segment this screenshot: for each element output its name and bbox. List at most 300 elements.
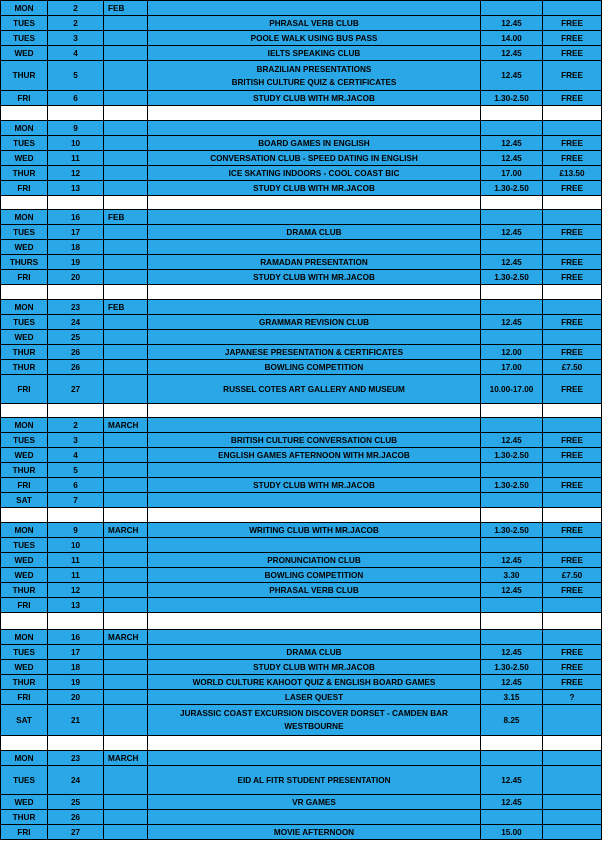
time-cell: 12.45 xyxy=(481,151,543,166)
date-cell: 11 xyxy=(48,568,104,583)
day-cell: SAT xyxy=(1,705,48,736)
month-cell xyxy=(104,255,148,270)
event-cell xyxy=(148,810,481,825)
event-cell: RAMADAN PRESENTATION xyxy=(148,255,481,270)
event-cell: POOLE WALK USING BUS PASS xyxy=(148,31,481,46)
event-cell xyxy=(148,538,481,553)
month-cell xyxy=(104,360,148,375)
month-cell xyxy=(104,795,148,810)
time-cell: 12.45 xyxy=(481,255,543,270)
price-cell: FREE xyxy=(543,61,602,91)
schedule-row xyxy=(1,240,602,255)
separator-cell xyxy=(148,613,481,630)
date-cell: 26 xyxy=(48,345,104,360)
day-cell: FRI xyxy=(1,478,48,493)
month-cell: MARCH xyxy=(104,751,148,766)
schedule-row xyxy=(1,568,602,583)
event-line-1: BRAZILIAN PRESENTATIONS xyxy=(256,64,372,74)
month-cell xyxy=(104,568,148,583)
time-cell: 12.45 xyxy=(481,766,543,795)
day-cell: TUES xyxy=(1,315,48,330)
date-cell: 11 xyxy=(48,151,104,166)
event-cell: RUSSEL COTES ART GALLERY AND MUSEUM xyxy=(148,375,481,404)
price-cell: FREE xyxy=(543,448,602,463)
separator-cell xyxy=(543,613,602,630)
week-separator-row xyxy=(1,196,602,210)
time-cell: 12.45 xyxy=(481,795,543,810)
event-cell: PHRASAL VERB CLUB xyxy=(148,583,481,598)
schedule-row xyxy=(1,583,602,598)
month-cell xyxy=(104,181,148,196)
price-cell: FREE xyxy=(543,478,602,493)
date-cell: 13 xyxy=(48,181,104,196)
day-cell: SAT xyxy=(1,493,48,508)
schedule-row xyxy=(1,418,602,433)
separator-cell xyxy=(543,508,602,523)
price-cell: FREE xyxy=(543,270,602,285)
date-cell: 23 xyxy=(48,300,104,315)
day-cell: THUR xyxy=(1,166,48,181)
separator-cell xyxy=(48,285,104,300)
separator-cell xyxy=(1,196,48,210)
event-cell: BRITISH CULTURE CONVERSATION CLUB xyxy=(148,433,481,448)
day-cell: FRI xyxy=(1,375,48,404)
event-line-2: WESTBOURNE xyxy=(284,722,344,731)
date-cell: 10 xyxy=(48,538,104,553)
date-cell: 24 xyxy=(48,315,104,330)
event-cell xyxy=(148,121,481,136)
schedule-row xyxy=(1,493,602,508)
date-cell: 20 xyxy=(48,270,104,285)
event-cell: ICE SKATING INDOORS - COOL COAST BIC xyxy=(148,166,481,181)
month-cell: MARCH xyxy=(104,630,148,645)
separator-cell xyxy=(1,106,48,121)
time-cell: 12.45 xyxy=(481,16,543,31)
date-cell: 4 xyxy=(48,448,104,463)
price-cell: FREE xyxy=(543,31,602,46)
time-cell: 12.45 xyxy=(481,225,543,240)
separator-cell xyxy=(148,736,481,751)
month-cell xyxy=(104,16,148,31)
event-cell xyxy=(148,418,481,433)
schedule-row xyxy=(1,315,602,330)
month-cell: FEB xyxy=(104,210,148,225)
day-cell: TUES xyxy=(1,433,48,448)
time-cell xyxy=(481,598,543,613)
price-cell: £7.50 xyxy=(543,360,602,375)
event-cell: MOVIE AFTERNOON xyxy=(148,825,481,840)
price-cell: FREE xyxy=(543,315,602,330)
time-cell: 12.45 xyxy=(481,136,543,151)
day-cell: TUES xyxy=(1,538,48,553)
separator-cell xyxy=(481,285,543,300)
price-cell xyxy=(543,240,602,255)
separator-cell xyxy=(104,285,148,300)
day-cell: FRI xyxy=(1,598,48,613)
month-cell xyxy=(104,645,148,660)
schedule-row xyxy=(1,330,602,345)
event-cell: PRONUNCIATION CLUB xyxy=(148,553,481,568)
day-cell: WED xyxy=(1,448,48,463)
event-cell xyxy=(148,1,481,16)
time-cell: 12.45 xyxy=(481,61,543,91)
day-cell: TUES xyxy=(1,136,48,151)
week-separator-row xyxy=(1,508,602,523)
event-cell xyxy=(148,210,481,225)
separator-cell xyxy=(48,196,104,210)
event-cell: BOWLING COMPETITION xyxy=(148,360,481,375)
separator-cell xyxy=(104,196,148,210)
time-cell: 12.45 xyxy=(481,433,543,448)
price-cell: FREE xyxy=(543,523,602,538)
event-cell xyxy=(148,300,481,315)
date-cell: 2 xyxy=(48,1,104,16)
price-cell xyxy=(543,210,602,225)
date-cell: 12 xyxy=(48,583,104,598)
date-cell: 13 xyxy=(48,598,104,613)
month-cell xyxy=(104,690,148,705)
event-cell: CONVERSATION CLUB - SPEED DATING IN ENGLISH xyxy=(148,151,481,166)
schedule-row xyxy=(1,270,602,285)
week-separator-row xyxy=(1,106,602,121)
date-cell: 25 xyxy=(48,795,104,810)
month-cell xyxy=(104,433,148,448)
date-cell: 5 xyxy=(48,463,104,478)
schedule-row xyxy=(1,136,602,151)
schedule-row xyxy=(1,91,602,106)
month-cell: MARCH xyxy=(104,523,148,538)
day-cell: FRI xyxy=(1,181,48,196)
month-cell xyxy=(104,478,148,493)
separator-cell xyxy=(104,106,148,121)
separator-cell xyxy=(148,106,481,121)
day-cell: WED xyxy=(1,240,48,255)
schedule-row xyxy=(1,345,602,360)
event-cell: IELTS SPEAKING CLUB xyxy=(148,46,481,61)
time-cell: 1.30-2.50 xyxy=(481,181,543,196)
schedule-row xyxy=(1,660,602,675)
event-cell: GRAMMAR REVISION CLUB xyxy=(148,315,481,330)
date-cell: 17 xyxy=(48,225,104,240)
price-cell: FREE xyxy=(543,91,602,106)
time-cell: 1.30-2.50 xyxy=(481,660,543,675)
schedule-row xyxy=(1,538,602,553)
schedule-row xyxy=(1,478,602,493)
date-cell: 23 xyxy=(48,751,104,766)
schedule-row xyxy=(1,705,602,736)
time-cell xyxy=(481,538,543,553)
separator-cell xyxy=(543,196,602,210)
price-cell: FREE xyxy=(543,46,602,61)
day-cell: TUES xyxy=(1,31,48,46)
day-cell: THURS xyxy=(1,255,48,270)
schedule-row xyxy=(1,46,602,61)
date-cell: 21 xyxy=(48,705,104,736)
schedule-row xyxy=(1,61,602,91)
event-cell xyxy=(148,493,481,508)
date-cell: 5 xyxy=(48,61,104,91)
day-cell: TUES xyxy=(1,225,48,240)
day-cell: TUES xyxy=(1,16,48,31)
separator-cell xyxy=(148,508,481,523)
month-cell xyxy=(104,166,148,181)
month-cell xyxy=(104,315,148,330)
schedule-row xyxy=(1,151,602,166)
date-cell: 4 xyxy=(48,46,104,61)
time-cell: 10.00-17.00 xyxy=(481,375,543,404)
price-cell xyxy=(543,330,602,345)
day-cell: WED xyxy=(1,553,48,568)
month-cell xyxy=(104,270,148,285)
separator-cell xyxy=(148,404,481,418)
time-cell xyxy=(481,210,543,225)
price-cell: FREE xyxy=(543,553,602,568)
time-cell: 17.00 xyxy=(481,360,543,375)
separator-cell xyxy=(1,736,48,751)
time-cell: 1.30-2.50 xyxy=(481,448,543,463)
time-cell: 12.45 xyxy=(481,645,543,660)
schedule-row xyxy=(1,463,602,478)
separator-cell xyxy=(48,508,104,523)
schedule-row xyxy=(1,16,602,31)
date-cell: 20 xyxy=(48,690,104,705)
time-cell: 1.30-2.50 xyxy=(481,270,543,285)
time-cell xyxy=(481,300,543,315)
event-cell xyxy=(148,61,481,91)
time-cell xyxy=(481,630,543,645)
event-cell: BOWLING COMPETITION xyxy=(148,568,481,583)
month-cell xyxy=(104,493,148,508)
event-cell: LASER QUEST xyxy=(148,690,481,705)
date-cell: 2 xyxy=(48,16,104,31)
day-cell: THUR xyxy=(1,360,48,375)
month-cell: MARCH xyxy=(104,418,148,433)
separator-cell xyxy=(481,106,543,121)
event-cell xyxy=(148,240,481,255)
event-cell xyxy=(148,598,481,613)
separator-cell xyxy=(543,404,602,418)
time-cell xyxy=(481,810,543,825)
schedule-row xyxy=(1,598,602,613)
date-cell: 19 xyxy=(48,675,104,690)
day-cell: THUR xyxy=(1,345,48,360)
date-cell: 9 xyxy=(48,523,104,538)
date-cell: 18 xyxy=(48,240,104,255)
date-cell: 6 xyxy=(48,91,104,106)
time-cell: 15.00 xyxy=(481,825,543,840)
day-cell: MON xyxy=(1,300,48,315)
price-cell: FREE xyxy=(543,151,602,166)
month-cell xyxy=(104,660,148,675)
date-cell: 3 xyxy=(48,31,104,46)
date-cell: 27 xyxy=(48,825,104,840)
day-cell: TUES xyxy=(1,766,48,795)
price-cell: £7.50 xyxy=(543,568,602,583)
date-cell: 25 xyxy=(48,330,104,345)
schedule-row xyxy=(1,210,602,225)
time-cell: 17.00 xyxy=(481,166,543,181)
date-cell: 3 xyxy=(48,433,104,448)
date-cell: 26 xyxy=(48,810,104,825)
price-cell xyxy=(543,598,602,613)
schedule-row xyxy=(1,810,602,825)
day-cell: WED xyxy=(1,568,48,583)
price-cell xyxy=(543,538,602,553)
event-cell: STUDY CLUB WITH MR.JACOB xyxy=(148,478,481,493)
date-cell: 27 xyxy=(48,375,104,404)
time-cell xyxy=(481,330,543,345)
day-cell: MON xyxy=(1,523,48,538)
date-cell: 2 xyxy=(48,418,104,433)
date-cell: 16 xyxy=(48,210,104,225)
event-cell xyxy=(148,751,481,766)
month-cell xyxy=(104,463,148,478)
day-cell: MON xyxy=(1,418,48,433)
day-cell: WED xyxy=(1,330,48,345)
price-cell xyxy=(543,795,602,810)
schedule-row xyxy=(1,766,602,795)
day-cell: MON xyxy=(1,630,48,645)
separator-cell xyxy=(481,508,543,523)
month-cell xyxy=(104,825,148,840)
date-cell: 11 xyxy=(48,553,104,568)
date-cell: 19 xyxy=(48,255,104,270)
day-cell: MON xyxy=(1,121,48,136)
month-cell xyxy=(104,766,148,795)
schedule-row xyxy=(1,645,602,660)
time-cell xyxy=(481,463,543,478)
separator-cell xyxy=(481,196,543,210)
separator-cell xyxy=(104,508,148,523)
date-cell: 9 xyxy=(48,121,104,136)
event-line-2: BRITISH CULTURE QUIZ & CERTIFICATES xyxy=(231,77,397,87)
day-cell: MON xyxy=(1,751,48,766)
schedule-body xyxy=(1,1,602,840)
price-cell: FREE xyxy=(543,660,602,675)
day-cell: FRI xyxy=(1,690,48,705)
month-cell xyxy=(104,583,148,598)
price-cell: FREE xyxy=(543,181,602,196)
time-cell: 3.30 xyxy=(481,568,543,583)
week-separator-row xyxy=(1,285,602,300)
day-cell: FRI xyxy=(1,825,48,840)
month-cell xyxy=(104,810,148,825)
price-cell: FREE xyxy=(543,645,602,660)
date-cell: 18 xyxy=(48,660,104,675)
day-cell: WED xyxy=(1,151,48,166)
month-cell xyxy=(104,538,148,553)
time-cell: 14.00 xyxy=(481,31,543,46)
time-cell: 12.00 xyxy=(481,345,543,360)
price-cell xyxy=(543,463,602,478)
month-cell xyxy=(104,448,148,463)
schedule-row xyxy=(1,300,602,315)
month-cell xyxy=(104,240,148,255)
date-cell: 10 xyxy=(48,136,104,151)
month-cell xyxy=(104,345,148,360)
price-cell: FREE xyxy=(543,345,602,360)
schedule-row xyxy=(1,1,602,16)
event-cell: STUDY CLUB WITH MR.JACOB xyxy=(148,181,481,196)
schedule-row xyxy=(1,630,602,645)
day-cell: FRI xyxy=(1,270,48,285)
month-cell xyxy=(104,598,148,613)
day-cell: THUR xyxy=(1,463,48,478)
month-cell xyxy=(104,61,148,91)
price-cell xyxy=(543,300,602,315)
event-cell: STUDY CLUB WITH MR.JACOB xyxy=(148,91,481,106)
month-cell xyxy=(104,375,148,404)
schedule-row xyxy=(1,375,602,404)
price-cell: FREE xyxy=(543,225,602,240)
price-cell xyxy=(543,418,602,433)
separator-cell xyxy=(543,285,602,300)
month-cell xyxy=(104,151,148,166)
day-cell: THUR xyxy=(1,61,48,91)
schedule-row xyxy=(1,255,602,270)
time-cell: 12.45 xyxy=(481,553,543,568)
event-cell: ENGLISH GAMES AFTERNOON WITH MR.JACOB xyxy=(148,448,481,463)
schedule-row xyxy=(1,181,602,196)
separator-cell xyxy=(1,613,48,630)
separator-cell xyxy=(48,106,104,121)
month-cell xyxy=(104,31,148,46)
day-cell: WED xyxy=(1,795,48,810)
price-cell: ? xyxy=(543,690,602,705)
day-cell: MON xyxy=(1,210,48,225)
month-cell: FEB xyxy=(104,300,148,315)
price-cell: FREE xyxy=(543,583,602,598)
schedule-row xyxy=(1,433,602,448)
schedule-row xyxy=(1,166,602,181)
month-cell: FEB xyxy=(104,1,148,16)
event-cell: EID AL FITR STUDENT PRESENTATION xyxy=(148,766,481,795)
month-cell xyxy=(104,91,148,106)
separator-cell xyxy=(48,613,104,630)
schedule-row xyxy=(1,31,602,46)
separator-cell xyxy=(104,404,148,418)
separator-cell xyxy=(481,613,543,630)
event-cell: STUDY CLUB WITH MR.JACOB xyxy=(148,660,481,675)
month-cell xyxy=(104,330,148,345)
separator-cell xyxy=(1,404,48,418)
month-cell xyxy=(104,705,148,736)
date-cell: 17 xyxy=(48,645,104,660)
schedule-row xyxy=(1,675,602,690)
schedule-row xyxy=(1,121,602,136)
price-cell: FREE xyxy=(543,16,602,31)
time-cell: 8.25 xyxy=(481,705,543,736)
month-cell xyxy=(104,225,148,240)
event-cell: WRITING CLUB WITH MR.JACOB xyxy=(148,523,481,538)
event-cell xyxy=(148,330,481,345)
price-cell xyxy=(543,1,602,16)
time-cell xyxy=(481,240,543,255)
separator-cell xyxy=(148,285,481,300)
event-cell: BOARD GAMES IN ENGLISH xyxy=(148,136,481,151)
time-cell xyxy=(481,493,543,508)
price-cell xyxy=(543,121,602,136)
event-cell xyxy=(148,705,481,736)
time-cell xyxy=(481,751,543,766)
event-cell xyxy=(148,463,481,478)
time-cell: 3.15 xyxy=(481,690,543,705)
schedule-row xyxy=(1,360,602,375)
price-cell: FREE xyxy=(543,433,602,448)
event-cell xyxy=(148,630,481,645)
separator-cell xyxy=(148,196,481,210)
date-cell: 12 xyxy=(48,166,104,181)
